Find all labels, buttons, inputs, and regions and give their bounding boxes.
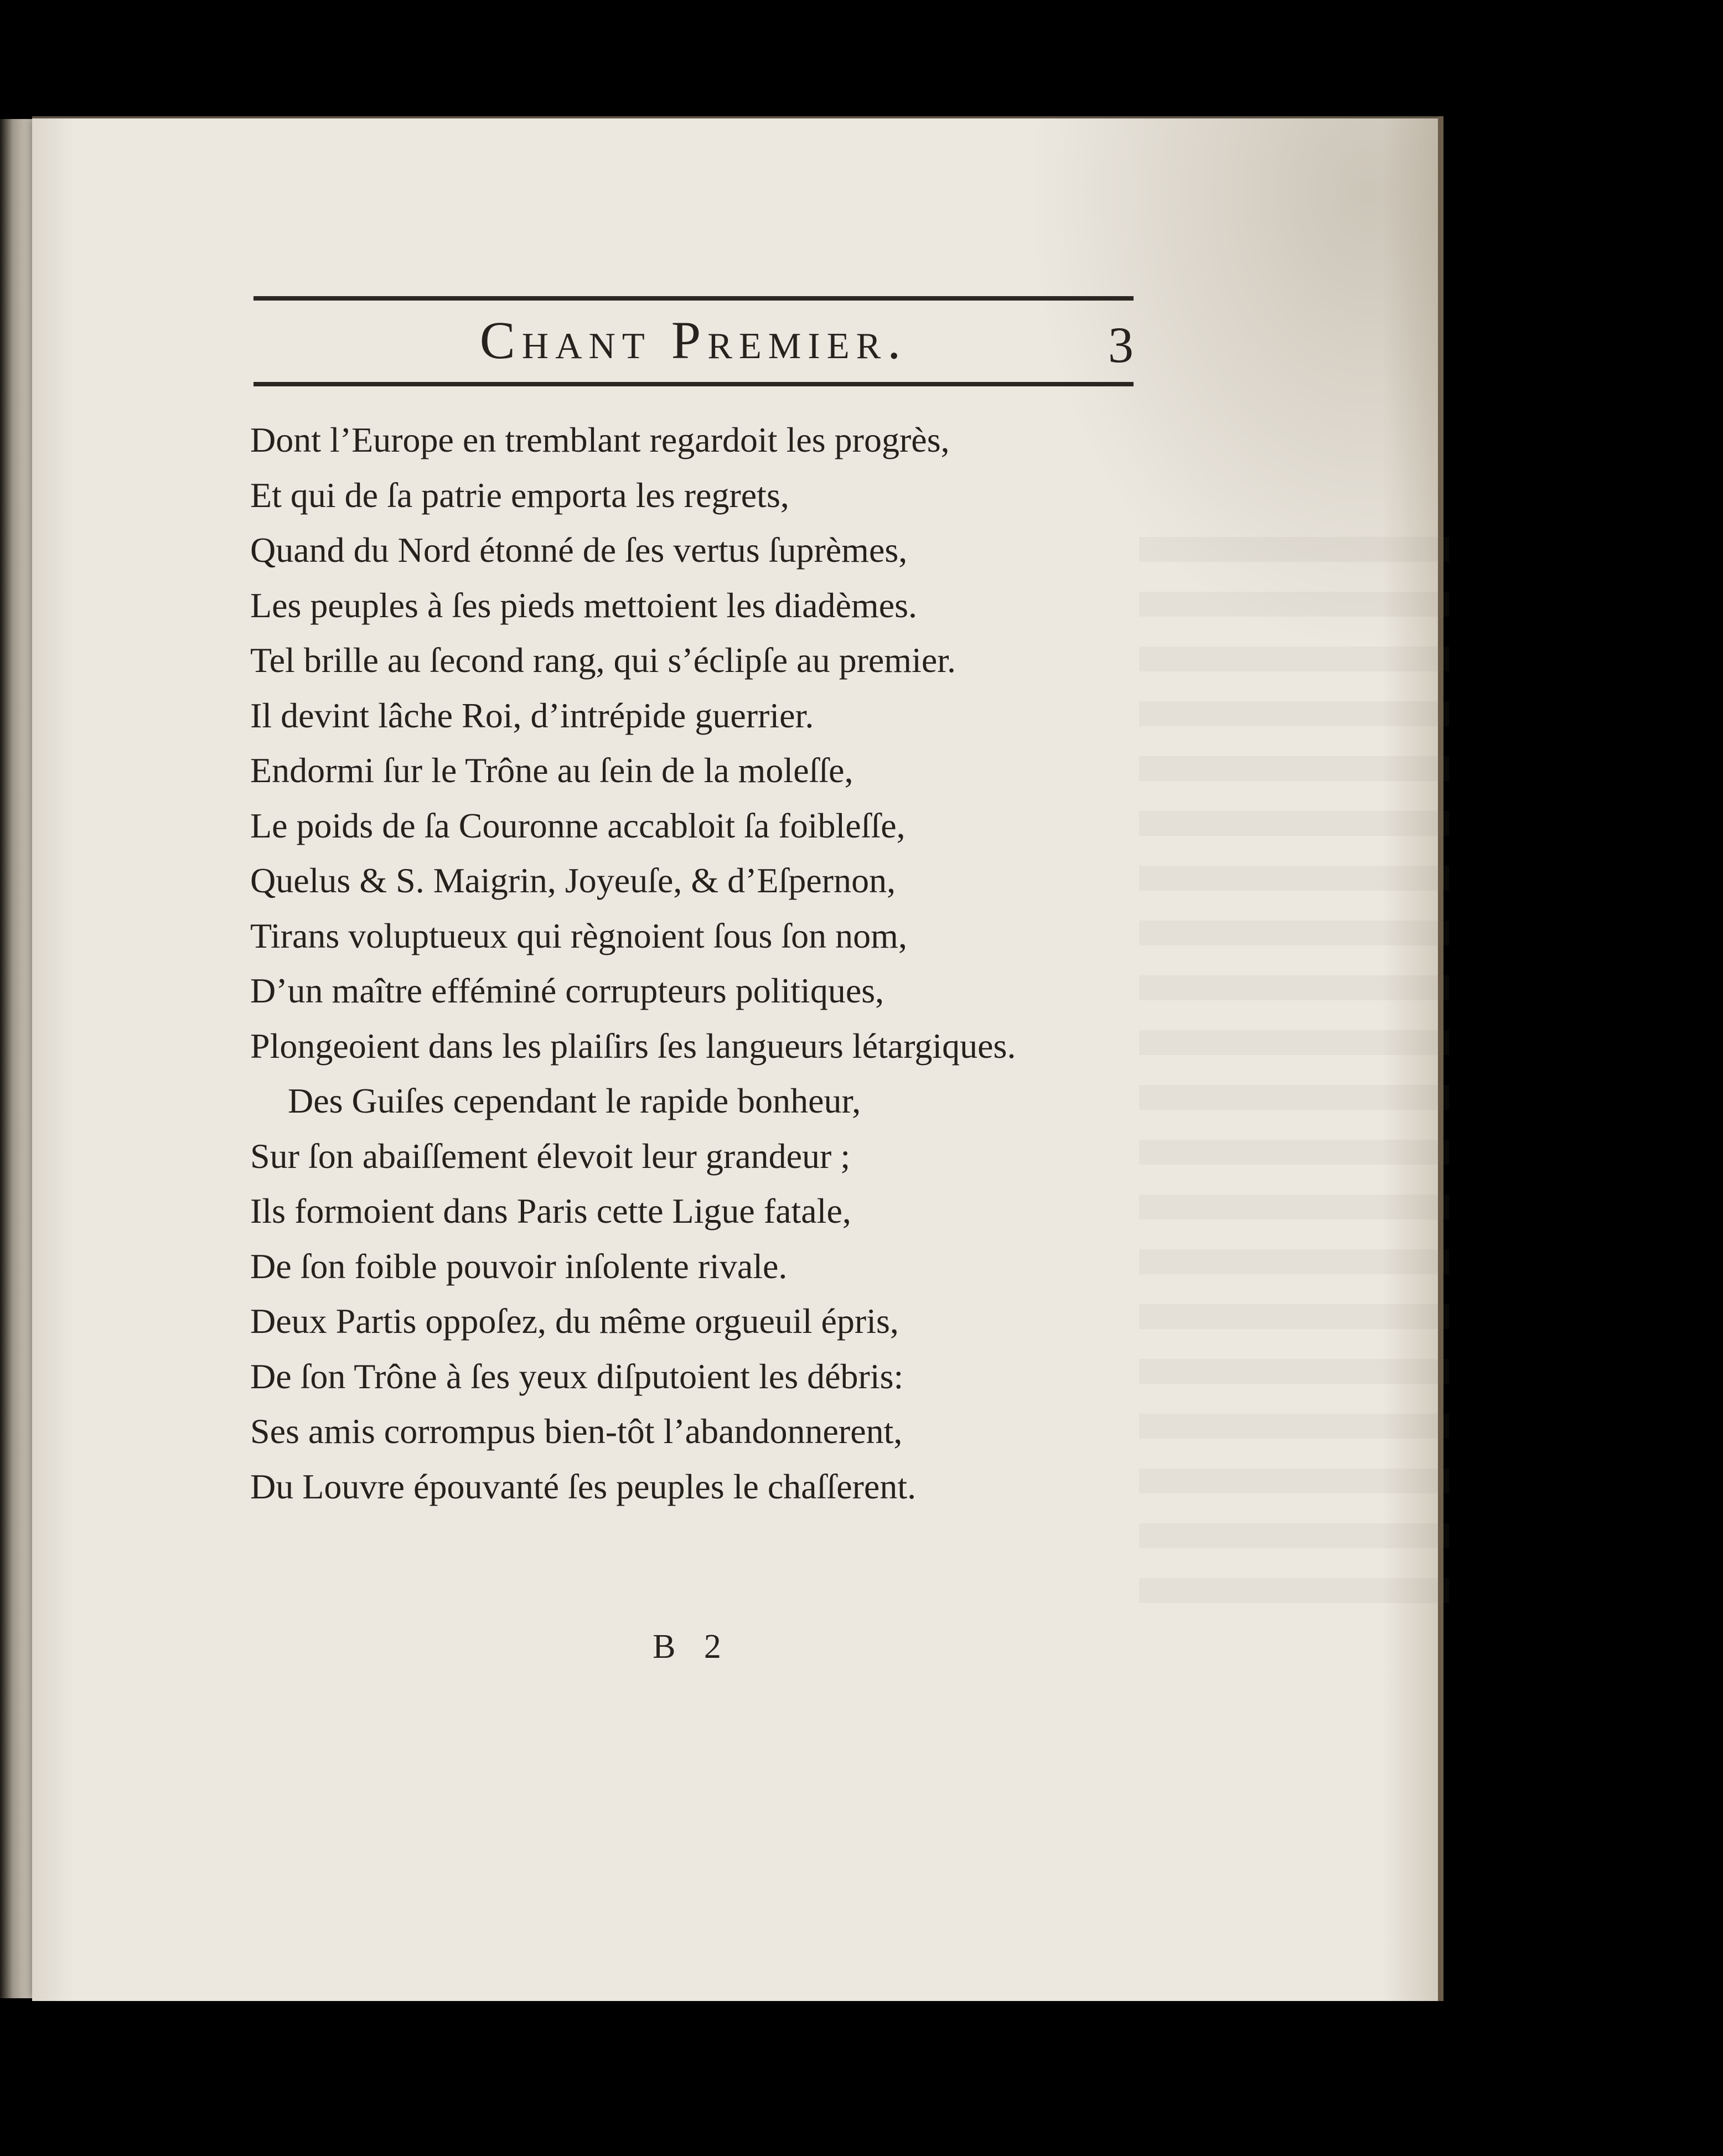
verse-line: Ses amis corrompus bien-tôt l’abandonnerent, xyxy=(250,1412,903,1451)
verse-line: Du Louvre épouvanté ſes peuples le chaſſerent. xyxy=(250,1466,917,1506)
signature-mark: B 2 xyxy=(653,1628,731,1666)
verse-line: Tirans voluptueux qui règnoient ſous ſon nom, xyxy=(250,916,907,955)
header-rule-top xyxy=(253,296,1134,301)
verse-line: Ils formoient dans Paris cette Ligue fatale, xyxy=(250,1191,851,1230)
verse-line: De ſon Trône à ſes yeux diſputoient les débris: xyxy=(250,1356,904,1396)
verse-line: Quand du Nord étonné de ſes vertus ſuprèmes, xyxy=(250,530,908,570)
verse-line: Dont l’Europe en tremblant regardoit les progrès, xyxy=(250,420,950,459)
page-number: 3 xyxy=(1108,317,1134,373)
verse-line: Des Guiſes cependant le rapide bonheur, xyxy=(288,1081,861,1120)
verse-line: Il devint lâche Roi, d’intrépide guerrier. xyxy=(250,695,814,735)
verse-line: Le poids de ſa Couronne accabloit ſa foibleſſe, xyxy=(250,805,906,845)
verse-line: De ſon foible pouvoir inſolente rivale. xyxy=(250,1246,788,1286)
facing-page-edge xyxy=(0,119,34,1998)
verse-line: Sur ſon abaiſſement élevoit leur grandeur ; xyxy=(250,1136,851,1176)
verse-line: Endormi ſur le Trône au ſein de la moleſſe, xyxy=(250,751,853,790)
verse-block xyxy=(250,412,1191,1514)
verse-line: Quelus & S. Maigrin, Joyeuſe, & d’Eſpernon, xyxy=(250,861,896,900)
verse-line: Deux Partis oppoſez, du même orgueuil épris, xyxy=(250,1301,899,1341)
running-title: Chant Premier. xyxy=(479,311,908,370)
verse-line: Tel brille au ſecond rang, qui s’éclipſe au premier. xyxy=(250,640,956,680)
running-head xyxy=(253,310,1134,371)
verse-line: Et qui de ſa patrie emporta les regrets, xyxy=(250,475,789,515)
verse-line: Les peuples à ſes pieds mettoient les diadèmes. xyxy=(250,585,917,625)
header-rule-bottom xyxy=(253,382,1134,386)
verse-line: D’un maître efféminé corrupteurs politiques, xyxy=(250,971,884,1010)
verse-line: Plongeoient dans les plaiſirs ſes langueurs létargiques. xyxy=(250,1026,1016,1066)
